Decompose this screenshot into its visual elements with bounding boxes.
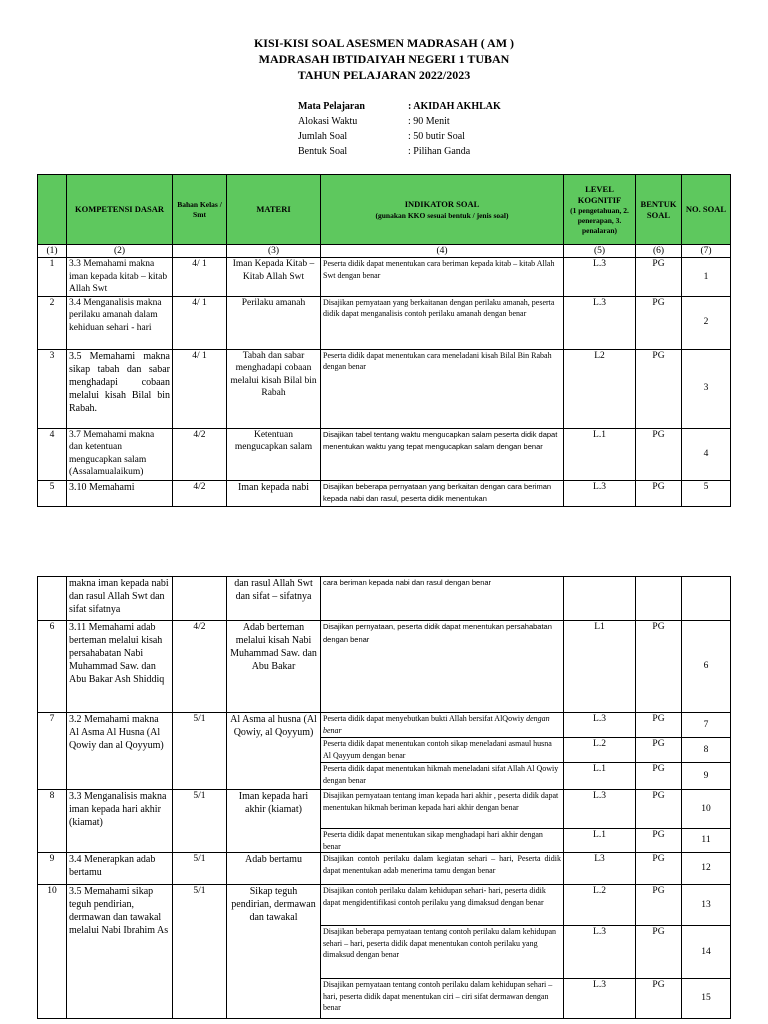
row-indikator: Disajikan pernyataan tentang contoh perilaku dalam kehidupan sehari – hari, peserta didik dapat menentukan ciri – ciri sifat dermawan dengan benar — [321, 979, 564, 1019]
col-indikator-title: INDIKATOR SOAL — [404, 198, 480, 209]
row-indikator: Peserta didik dapat menentukan contoh sikap meneladani asmaul husna Al Qayyum dengan benar — [321, 738, 564, 763]
row-indikator: Disajikan beberapa pernyataan yang berkaitan dengan cara beriman kepada nabi dan rasul, peserta didik menentukan — [321, 480, 564, 506]
row-no: 1 — [38, 258, 67, 297]
grid-table-page2 — [37, 576, 731, 1019]
row-no: 10 — [38, 885, 67, 1019]
row-soal: 4 — [682, 428, 731, 480]
info-value: : AKIDAH AKHLAK — [408, 101, 501, 112]
row-level: L.1 — [564, 829, 636, 853]
row-soal: 15 — [682, 979, 731, 1019]
row-bentuk: PG — [636, 763, 682, 790]
col-level-title: LEVEL KOGNITIF — [577, 183, 622, 205]
row-soal: 1 — [682, 258, 731, 297]
row-kd: 3.4 Menganalisis makna perilaku amanah dalam kehiduan sehari - hari — [67, 296, 173, 349]
table-row — [38, 428, 731, 480]
row-soal: 7 — [682, 713, 731, 738]
doc-title-line2: MADRASAH IBTIDAIYAH NEGERI 1 TUBAN — [258, 52, 510, 66]
table-row — [38, 621, 731, 713]
row-bentuk — [636, 577, 682, 621]
row-level: L.3 — [564, 480, 636, 506]
row-indikator: Peserta didik dapat menentukan hikmah meneladani sifat Allah Al Qowiy dengan benar — [321, 763, 564, 790]
doc-title-line3: TAHUN PELAJARAN 2022/2023 — [297, 68, 471, 82]
row-kd: 3.5 Memahami sikap teguh pendirian, dermawan dan tawakal melalui Nabi Ibrahim As — [67, 885, 173, 1019]
row-bentuk: PG — [636, 829, 682, 853]
row-soal: 10 — [682, 790, 731, 829]
row-level: L.3 — [564, 296, 636, 349]
col-indikator — [321, 175, 564, 245]
row-level: L.3 — [564, 926, 636, 979]
row-level: L3 — [564, 853, 636, 885]
row-indikator: Disajikan pernyataan, peserta didik dapat menentukan persahabatan dengan benar — [321, 621, 564, 713]
row-soal: 11 — [682, 829, 731, 853]
indikator-text: Peserta didik dapat menyebutkan bukti Allah bersifat AlQowiy — [323, 714, 527, 723]
row-soal: 12 — [682, 853, 731, 885]
table-row — [38, 480, 731, 506]
row-kd: 3.10 Memahami — [67, 480, 173, 506]
col-materi: MATERI — [227, 175, 321, 245]
info-row-count — [298, 129, 501, 144]
info-row-subject — [298, 99, 501, 114]
row-bahan: 5/1 — [173, 853, 227, 885]
row-bentuk: PG — [636, 926, 682, 979]
col-level-note: (1 pengetahuan, 2. penerapan, 3. penalaran) — [570, 205, 629, 235]
row-indikator: Disajikan contoh perilaku dalam kegiatan sehari – hari, Peserta didik dapat menentukan adab menerima tamu dengan benar — [321, 853, 564, 885]
row-kd: 3.4 Menerapkan adab bertamu — [67, 853, 173, 885]
row-bentuk: PG — [636, 258, 682, 297]
table-row — [38, 258, 731, 297]
row-bentuk: PG — [636, 713, 682, 738]
table-row — [38, 349, 731, 428]
row-kd: 3.3 Menganalisis makna iman kepada hari akhir (kiamat) — [67, 790, 173, 853]
row-bahan: 4/2 — [173, 621, 227, 713]
row-soal: 2 — [682, 296, 731, 349]
row-no — [38, 577, 67, 621]
row-materi: Iman Kepada Kitab – Kitab Allah Swt — [227, 258, 321, 297]
row-soal: 9 — [682, 763, 731, 790]
row-soal: 8 — [682, 738, 731, 763]
info-value: : 50 butir Soal — [408, 131, 465, 142]
row-level: L.3 — [564, 258, 636, 297]
colnum — [173, 245, 227, 258]
row-bahan: 4/ 1 — [173, 349, 227, 428]
row-no: 2 — [38, 296, 67, 349]
row-level: L.2 — [564, 738, 636, 763]
row-bentuk: PG — [636, 979, 682, 1019]
row-level: L.1 — [564, 428, 636, 480]
table-row — [38, 853, 731, 885]
row-bahan: 4/2 — [173, 480, 227, 506]
doc-title-line1: KISI-KISI SOAL ASESMEN MADRASAH ( AM ) — [253, 36, 515, 50]
row-materi: Adab berteman melalui kisah Nabi Muhammad Saw. dan Abu Bakar — [227, 621, 321, 713]
row-kd: 3.11 Memahami adab berteman melalui kisah persahabatan Nabi Muhammad Saw. dan Abu Bakar Ash Shiddiq — [67, 621, 173, 713]
row-bentuk: PG — [636, 885, 682, 926]
row-indikator: Peserta didik dapat menentukan cara beriman kepada kitab – kitab Allah Swt dengan benar — [321, 258, 564, 297]
colnum: (4) — [321, 245, 564, 258]
row-indikator: Disajikan beberapa pernyataan tentang contoh perilaku dalam kehidupan sehari – hari, peserta didik dapat menentukan contoh perilaku yang dimaksud dengan benar — [321, 926, 564, 979]
row-no: 3 — [38, 349, 67, 428]
row-no: 4 — [38, 428, 67, 480]
row-bentuk: PG — [636, 790, 682, 829]
row-level — [564, 577, 636, 621]
row-soal — [682, 577, 731, 621]
row-level: L1 — [564, 621, 636, 713]
row-materi: Perilaku amanah — [227, 296, 321, 349]
row-bentuk: PG — [636, 853, 682, 885]
row-soal: 5 — [682, 480, 731, 506]
column-number-row — [38, 245, 731, 258]
subject-info — [298, 99, 501, 159]
row-indikator: cara beriman kepada nabi dan rasul dengan benar — [321, 577, 564, 621]
row-bahan — [173, 577, 227, 621]
row-indikator — [321, 713, 564, 738]
row-materi: Adab bertamu — [227, 853, 321, 885]
row-kd: makna iman kepada nabi dan rasul Allah Swt dan sifat sifatnya — [67, 577, 173, 621]
table-row — [38, 885, 731, 926]
grid-table-page1 — [37, 174, 731, 507]
row-bentuk: PG — [636, 738, 682, 763]
row-soal: 14 — [682, 926, 731, 979]
info-label: Mata Pelajaran — [298, 101, 365, 112]
row-no: 6 — [38, 621, 67, 713]
info-value: : 90 Menit — [408, 116, 450, 127]
indikator-text-italic: dengan benar — [323, 714, 550, 735]
row-level: L2 — [564, 349, 636, 428]
row-bentuk: PG — [636, 428, 682, 480]
row-kd: 3.3 Memahami makna iman kepada kitab – kitab Allah Swt — [67, 258, 173, 297]
row-bentuk: PG — [636, 480, 682, 506]
info-label: Jumlah Soal — [298, 131, 348, 142]
row-bahan: 5/1 — [173, 885, 227, 1019]
row-kd: 3.2 Memahami makna Al Asma Al Husna (Al Qowiy dan al Qoyyum) — [67, 713, 173, 790]
row-indikator: Disajikan contoh perilaku dalam kehidupan sehari- hari, peserta didik dapat mengidentifikasi contoh perilaku yang dimaksud dengan benar — [321, 885, 564, 926]
row-no: 5 — [38, 480, 67, 506]
header-row — [38, 175, 731, 245]
row-indikator: Disajikan tabel tentang waktu mengucapkan salam peserta didik dapat menentukan waktu yang tepat mengucapkan salam dengan benar — [321, 428, 564, 480]
table-row — [38, 713, 731, 738]
row-materi: Tabah dan sabar menghadapi cobaan melalui kisah Bilal bin Rabah — [227, 349, 321, 428]
row-level: L.3 — [564, 713, 636, 738]
col-bahan: Bahan Kelas / Smt — [173, 175, 227, 245]
row-materi: Ketentuan mengucapkan salam — [227, 428, 321, 480]
info-row-time — [298, 114, 501, 129]
row-bahan: 4/ 1 — [173, 296, 227, 349]
info-label: Bentuk Soal — [298, 146, 348, 157]
colnum: (5) — [564, 245, 636, 258]
row-kd: 3.5 Memahami makna sikap tabah dan sabar menghadapi cobaan melalui kisah Bilal bin Rabah. — [67, 349, 173, 428]
col-nosoal: NO. SOAL — [682, 175, 731, 245]
table-row-continued — [38, 577, 731, 621]
row-indikator: Disajikan pernyataan yang berkaitanan dengan perilaku amanah, peserta didik dapat menganalisis contoh perilaku amanah dengan benar — [321, 296, 564, 349]
col-level — [564, 175, 636, 245]
colnum: (6) — [636, 245, 682, 258]
row-bahan: 4/2 — [173, 428, 227, 480]
row-indikator: Peserta didik dapat menentukan cara meneladani kisah Bilal Bin Rabah dengan benar — [321, 349, 564, 428]
table-row — [38, 296, 731, 349]
row-no: 8 — [38, 790, 67, 853]
row-soal: 6 — [682, 621, 731, 713]
row-materi: Iman kepada nabi — [227, 480, 321, 506]
row-soal: 3 — [682, 349, 731, 428]
row-level: L.2 — [564, 885, 636, 926]
info-label: Alokasi Waktu — [298, 116, 358, 127]
row-level: L.3 — [564, 790, 636, 829]
row-indikator: Peserta didik dapat menentukan sikap menghadapi hari akhir dengan benar — [321, 829, 564, 853]
row-bahan: 5/1 — [173, 790, 227, 853]
row-materi: Sikap teguh pendirian, dermawan dan tawakal — [227, 885, 321, 1019]
col-bentuk: BENTUK SOAL — [636, 175, 682, 245]
colnum: (3) — [227, 245, 321, 258]
info-value: : Pilihan Ganda — [408, 146, 471, 157]
col-no-empty — [38, 175, 67, 245]
row-level: L.3 — [564, 979, 636, 1019]
colnum: (7) — [682, 245, 731, 258]
col-kd: KOMPETENSI DASAR — [67, 175, 173, 245]
row-bentuk: PG — [636, 621, 682, 713]
colnum: (2) — [67, 245, 173, 258]
row-kd: 3.7 Memahami makna dan ketentuan mengucapkan salam (Assalamualaikum) — [67, 428, 173, 480]
info-row-type — [298, 144, 501, 159]
row-materi: dan rasul Allah Swt dan sifat – sifatnya — [227, 577, 321, 621]
row-materi: Al Asma al husna (Al Qowiy, al Qoyyum) — [227, 713, 321, 790]
row-bentuk: PG — [636, 296, 682, 349]
table-row — [38, 790, 731, 829]
colnum: (1) — [38, 245, 67, 258]
row-bahan: 4/ 1 — [173, 258, 227, 297]
row-soal: 13 — [682, 885, 731, 926]
row-no: 7 — [38, 713, 67, 790]
row-bentuk: PG — [636, 349, 682, 428]
row-no: 9 — [38, 853, 67, 885]
row-level: L.1 — [564, 763, 636, 790]
col-indikator-note: (gunakan KKO sesuai bentuk / jenis soal) — [375, 210, 509, 220]
row-materi: Iman kepada hari akhir (kiamat) — [227, 790, 321, 853]
row-indikator: Disajikan pernyataan tentang iman kepada hari akhir , peserta didik dapat menentukan hikmah beriman kepada hari akhir dengan benar — [321, 790, 564, 829]
row-bahan: 5/1 — [173, 713, 227, 790]
